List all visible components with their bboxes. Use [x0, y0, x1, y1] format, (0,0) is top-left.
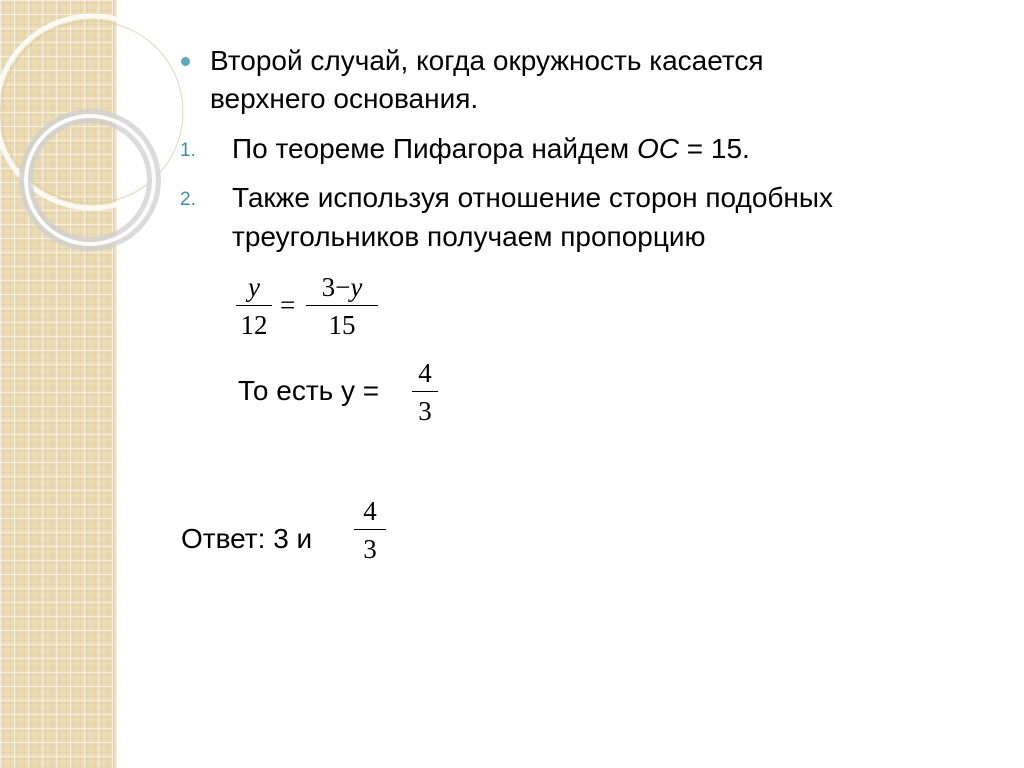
- left-fraction-bar: [236, 305, 272, 306]
- answer-denominator: 3: [363, 534, 377, 564]
- right-denominator: 15: [328, 310, 356, 340]
- right-numerator-three: 3: [321, 272, 336, 302]
- right-numerator: [322, 272, 363, 302]
- left-denominator: 12: [240, 310, 268, 340]
- list-marker-2: 2.: [180, 189, 196, 210]
- item1-text-after: = 15.: [678, 133, 750, 164]
- proportion-right-fraction: [306, 272, 378, 340]
- bullet-text-line1: Второй случай, когда окружность касается: [210, 45, 764, 76]
- bullet-text-line2: верхнего основания.: [210, 83, 479, 114]
- result-fraction-bar: [412, 391, 438, 392]
- answer-numerator: 4: [363, 496, 377, 526]
- item2-text-line1: Также используя отношение сторон подобных: [232, 182, 834, 213]
- item1-text-before: По теореме Пифагора найдем: [232, 133, 637, 164]
- result-fraction: [412, 358, 438, 426]
- answer-fraction: [354, 496, 386, 564]
- result-denominator: 3: [418, 396, 432, 426]
- answer-fraction-bar: [354, 529, 386, 530]
- result-label: То есть y =: [238, 375, 380, 406]
- left-numerator: y: [248, 272, 260, 302]
- decorative-rings: [0, 0, 240, 340]
- right-numerator-minus: −: [335, 272, 351, 302]
- right-numerator-y: y: [350, 272, 363, 302]
- right-fraction-bar: [306, 305, 378, 306]
- proportion-left-fraction: [236, 272, 272, 340]
- list-marker-1: 1.: [180, 140, 196, 161]
- proportion-equals: =: [280, 290, 296, 320]
- answer-label: Ответ: 3 и: [181, 523, 313, 554]
- bullet-icon: [181, 57, 190, 66]
- item1-text: [232, 132, 750, 166]
- item1-variable-oc: OC: [636, 133, 679, 164]
- result-numerator: 4: [418, 358, 432, 388]
- item2-text-line2: треугольников получаем пропорцию: [232, 221, 706, 252]
